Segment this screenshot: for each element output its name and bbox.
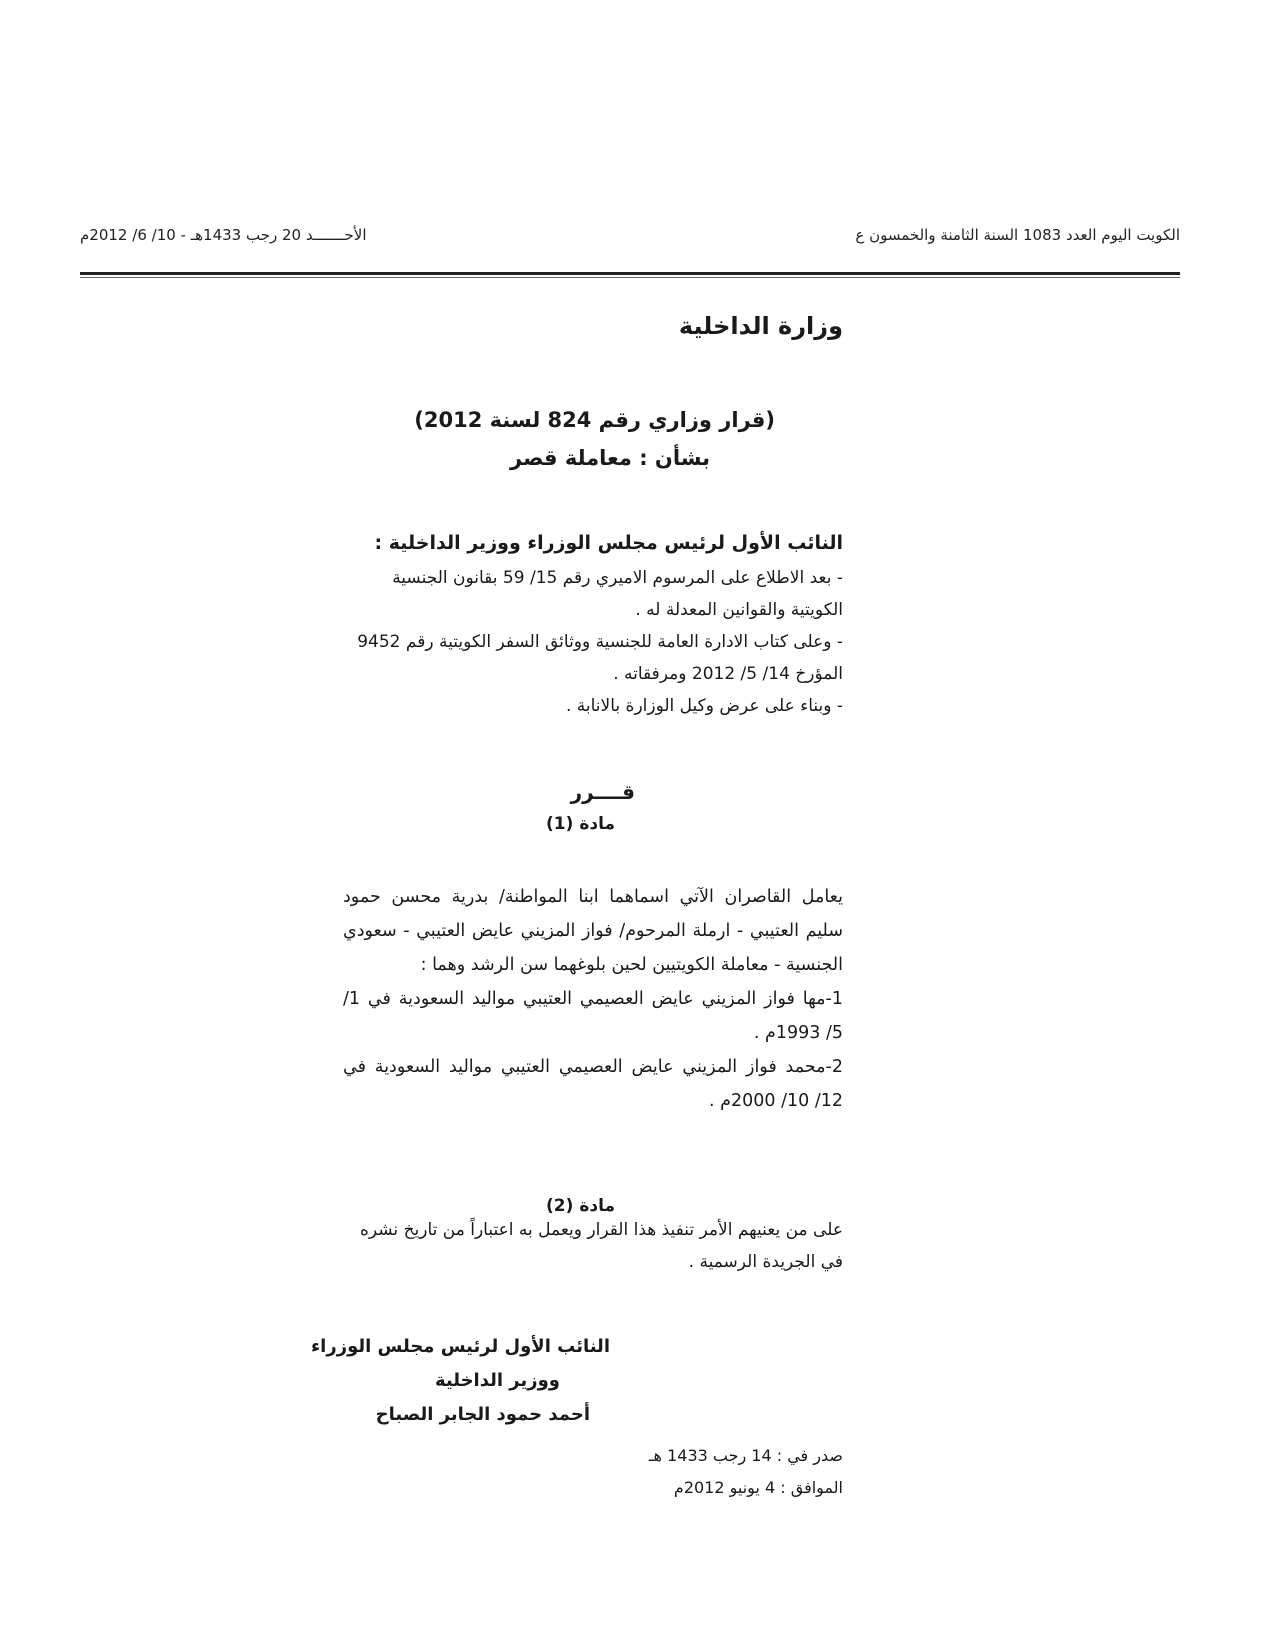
signature-name: أحمد حمود الجابر الصباح: [375, 1404, 590, 1425]
article-1-body: [343, 880, 843, 1118]
article-1-item: 1-مها فواز المزيني عايض العصيمي العتيبي مواليد السعودية في 1/ 5/ 1993م .: [343, 989, 843, 1043]
article-2-text: على من يعنيهم الأمر تنفيذ هذا القرار ويعمل به اعتباراً من تاريخ نشره في الجريدة الرسمية .: [359, 1220, 843, 1272]
issuer-heading: النائب الأول لرئيس مجلس الوزراء ووزير الداخلية :: [374, 532, 843, 554]
gazette-header: [80, 222, 1180, 262]
header-issue-info: الكويت اليوم العدد 1083 السنة الثامنة والخمسون ع: [855, 226, 1180, 244]
article-2-heading: مادة (2): [546, 1196, 615, 1216]
decision-subject: بشأن : معاملة قصر: [510, 446, 710, 470]
preamble-item: - وبناء على عرض وكيل الوزارة بالانابة .: [565, 696, 843, 716]
issue-dates: [649, 1440, 843, 1504]
issue-date-gregorian: الموافق : 4 يونيو 2012م: [673, 1478, 843, 1497]
issue-date-hijri: صدر في : 14 رجب 1433 هـ: [648, 1446, 843, 1465]
article-1-intro: يعامل القاصران الآتي اسماهما ابنا المواطنة/ بدرية محسن حمود سليم العتيبي - ارملة المرحوم/ فواز المزيني عايض العتيبي - سعودي الجنسية - معاملة الكويتيين لحين بلوغهما سن الرشد وهما :: [343, 887, 843, 975]
decision-title: (قرار وزاري رقم 824 لسنة 2012): [414, 408, 775, 432]
article-2-body: [343, 1214, 843, 1278]
decided-heading: قــــرر: [570, 780, 635, 804]
header-date: الأحـــــــد 20 رجب 1433هـ - 10/ 6/ 2012م: [80, 226, 367, 244]
signature-ministry: ووزير الداخلية: [434, 1370, 560, 1391]
preamble: [343, 562, 843, 722]
signature-title: النائب الأول لرئيس مجلس الوزراء: [310, 1336, 610, 1357]
header-divider: [80, 272, 1180, 278]
preamble-item: - بعد الاطلاع على المرسوم الاميري رقم 15/ 59 بقانون الجنسية الكويتية والقوانين المعدلة له .: [392, 568, 843, 620]
article-1-heading: مادة (1): [546, 814, 615, 834]
signature-block: [311, 1330, 610, 1432]
ministry-title: وزارة الداخلية: [678, 312, 843, 340]
article-1-item: 2-محمد فواز المزيني عايض العصيمي العتيبي مواليد السعودية في 12/ 10/ 2000م .: [343, 1057, 843, 1111]
preamble-item: - وعلى كتاب الادارة العامة للجنسية ووثائق السفر الكويتية رقم 9452 المؤرخ 14/ 5/ 2012 ومرفقاته .: [357, 632, 843, 684]
